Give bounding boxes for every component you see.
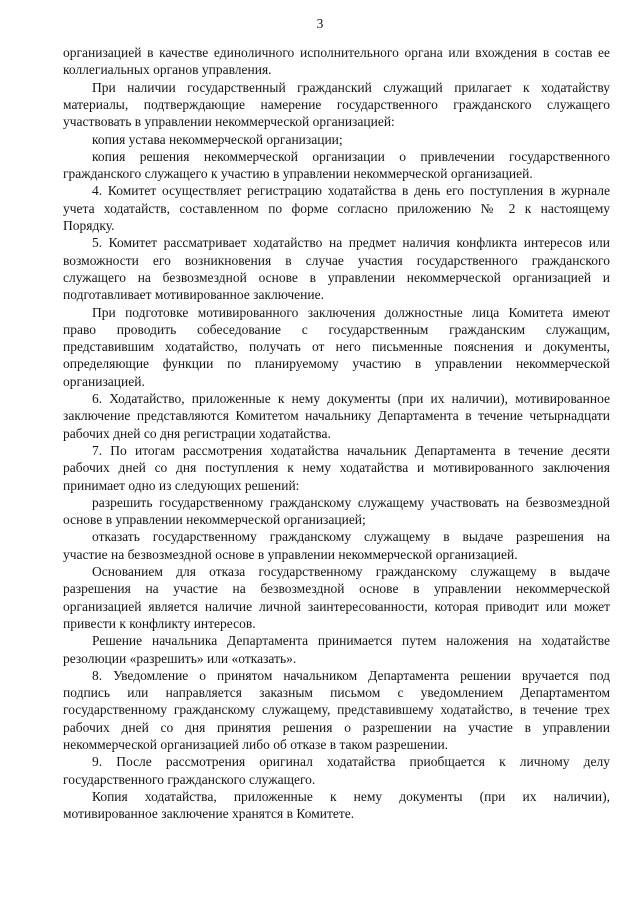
text-line: служащего на безвозмездной основе в управлении некоммерческой организацией и <box>63 269 610 285</box>
text-line: копия решения некоммерческой организации о привлечении государственного <box>92 148 610 164</box>
text-line: возможности его возникновения в случае участия государственного гражданского <box>63 252 610 268</box>
text-line: участие на безвозмездной основе в управлении некоммерческой организацией. <box>63 546 518 562</box>
text-line: разрешить государственному гражданскому служащему участвовать на безвозмездной <box>92 494 610 510</box>
text-line: привести к конфликту интересов. <box>63 615 256 631</box>
text-line: отказать государственному гражданскому служащему в выдаче разрешения на <box>92 529 610 545</box>
text-line: 4. Комитет осуществляет регистрацию ходатайства в день его поступления в журнале <box>92 183 610 199</box>
text-line: принимает одно из следующих решений: <box>63 477 300 493</box>
text-line: рабочих дней со дня принятия решения о разрешении на участие в управлении <box>63 719 610 735</box>
text-line: коллегиальных органов управления. <box>63 62 272 78</box>
text-line: организацией. <box>63 373 145 389</box>
text-line: организацией является наличие личной заинтересованности, которая приводит или может <box>63 598 610 614</box>
text-line: Решение начальника Департамента принимается путем наложения на ходатайстве <box>92 633 610 649</box>
page-number: 3 <box>316 16 324 31</box>
text-line: представившим ходатайство, получать от него письменные пояснения и документы, <box>63 339 610 355</box>
text-line: рабочих дней со дня регистрации ходатайства. <box>63 425 331 441</box>
text-line: основе в управлении некоммерческой организацией; <box>63 512 366 528</box>
text-line: разрешения на участие на безвозмездной основе в управлении некоммерческой <box>63 581 610 597</box>
text-line: государственному гражданскому служащему, представившему ходатайство, в течение трех <box>63 702 610 718</box>
text-line: подпись или направляется заказным письмом с уведомлением Департаментом <box>63 685 610 701</box>
text-line: При наличии государственный гражданский служащий прилагает к ходатайству <box>92 79 610 95</box>
text-line: право проводить собеседование с государственным гражданским служащим, <box>63 321 610 337</box>
text-line: 8. Уведомление о принятом начальником Департамента решении вручается под <box>92 667 610 683</box>
text-line: государственного гражданского служащего. <box>63 771 316 787</box>
text-line: 9. После рассмотрения оригинал ходатайства приобщается к личному делу <box>92 754 610 770</box>
text-line: 6. Ходатайство, приложенные к нему документы (при их наличии), мотивированное <box>92 391 610 406</box>
text-line: материалы, подтверждающие намерение государственного гражданского служащего <box>63 96 610 112</box>
text-line: Порядку. <box>63 218 115 233</box>
text-line: рабочих дней со дня поступления к нему ходатайства и мотивированного заключения <box>63 460 610 476</box>
text-line: заключение представляются Комитетом начальнику Департамента в течение четырнадцати <box>63 408 610 424</box>
text-line: учета ходатайств, составленном по форме согласно приложению № 2 к настоящему <box>63 200 610 216</box>
text-line: организацией в качестве единоличного исполнительного органа или вхождения в состав ее <box>63 45 610 60</box>
text-line: копия устава некоммерческой организации; <box>92 131 343 147</box>
text-line: некоммерческой организацией либо об отказе в таком разрешении. <box>63 737 449 752</box>
text-line: При подготовке мотивированного заключения должностные лица Комитета имеют <box>92 304 610 320</box>
text-line: Основанием для отказа государственному гражданскому служащему в выдаче <box>92 564 610 579</box>
text-line: участвовать в управлении некоммерческой организацией: <box>63 114 395 130</box>
text-line: подготавливает мотивированное заключение. <box>63 287 324 303</box>
text-line: Копия ходатайства, приложенные к нему документы (при их наличии), <box>92 788 610 804</box>
text-line: резолюции «разрешить» или «отказать». <box>63 650 297 666</box>
text-line: гражданского служащего к участию в управлении некоммерческой организацией. <box>63 166 533 182</box>
text-line: мотивированное заключение хранятся в Комитете. <box>63 806 355 822</box>
text-line: определяющие функции по планируемому участию в управлении некоммерческой <box>63 356 610 372</box>
text-line: 7. По итогам рассмотрения ходатайства начальник Департамента в течение десяти <box>92 442 610 458</box>
text-line: 5. Комитет рассматривает ходатайство на предмет наличия конфликта интересов или <box>92 235 610 251</box>
